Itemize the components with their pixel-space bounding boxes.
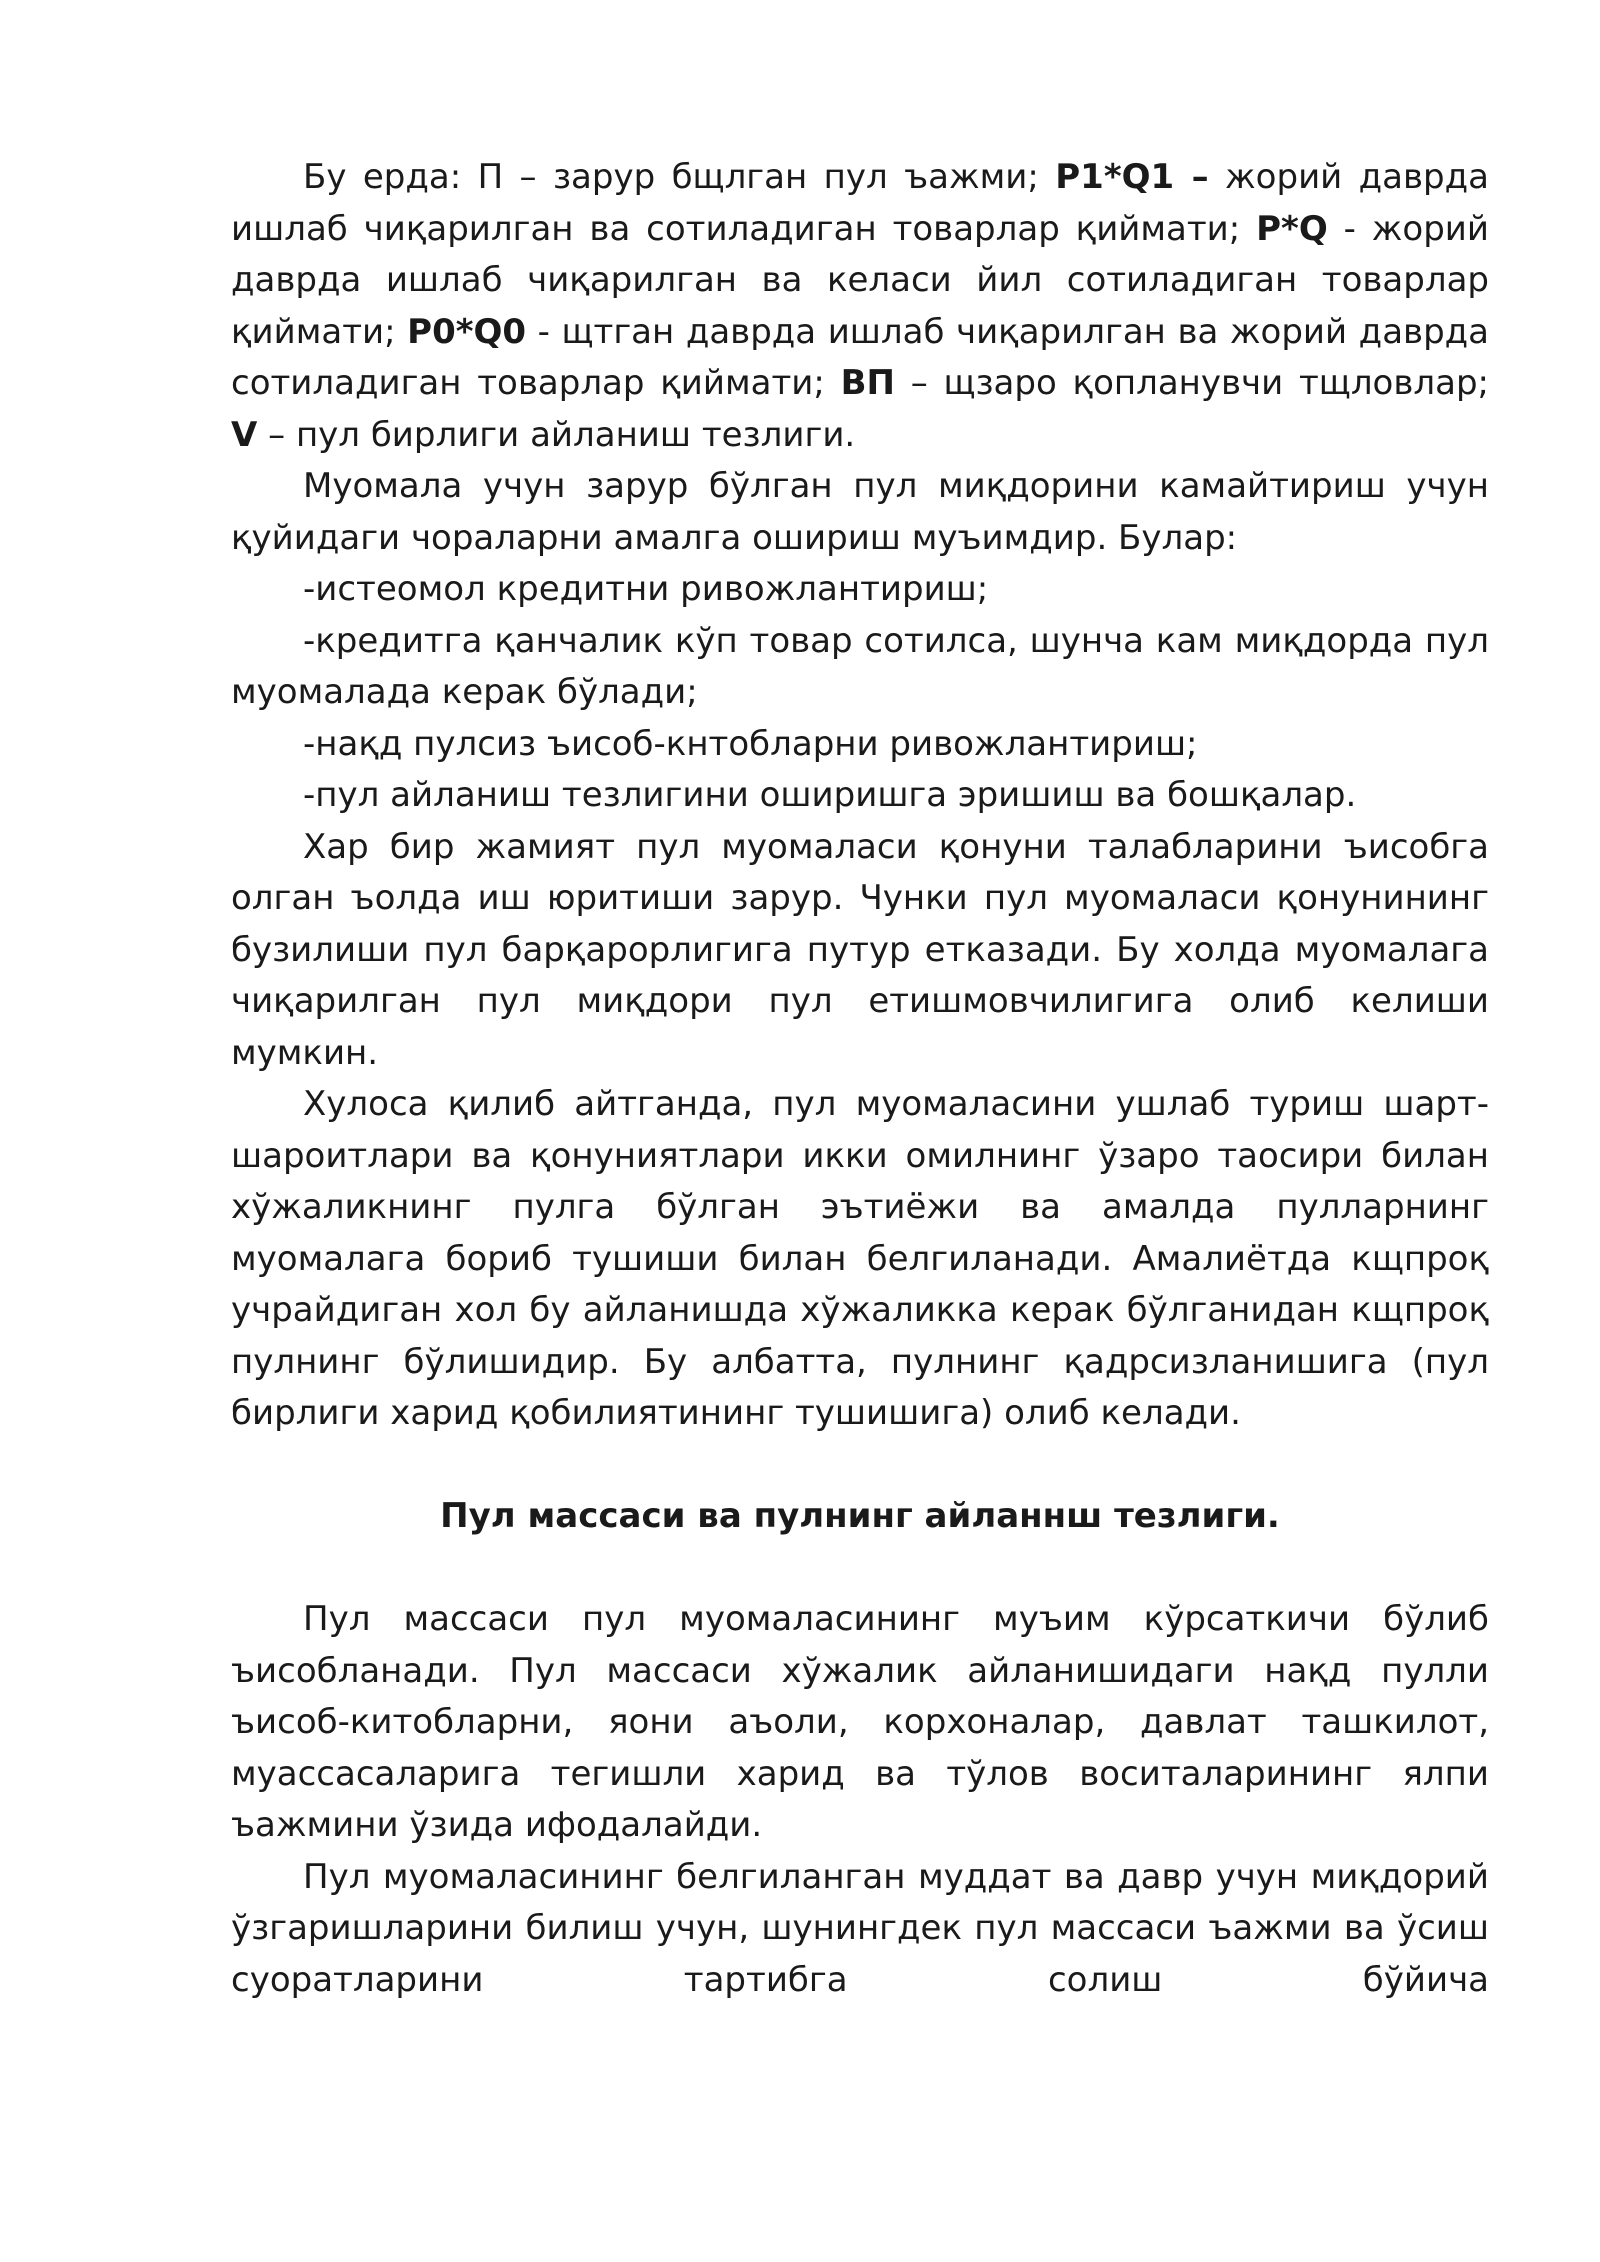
list-item: -кредитга қанчалик кўп товар сотилса, шунча кам миқдорда пул муомалада керак бўлади; bbox=[231, 620, 1489, 712]
paragraph: Пул муомаласининг белгиланган муддат ва давр учун миқдорий ўзгаришларини билиш учун, шунингдек пул массаси ъажми ва ўсиш суоратларини тартибга солиш бўйича bbox=[231, 1856, 1489, 2000]
list-item: -пул айланиш тезлигини оширишга эришиш ва бошқалар. bbox=[303, 775, 1357, 815]
paragraph: Муомала учун зарур бўлган пул миқдорини камайтириш учун қуйидаги чораларни амалга ошириш муъимдир. Булар: bbox=[231, 466, 1489, 558]
list-item: -истеомол кредитни ривожлантириш; bbox=[303, 569, 989, 609]
text-run: – пул бирлиги айланиш тезлиги. bbox=[257, 414, 856, 455]
text-run: Бу ерда: П – зарур бщлган пул ъажми; bbox=[303, 157, 1056, 197]
text-run: жорий даврда ишлаб чиқарилган ва сотиладиган товарлар қиймати; bbox=[231, 157, 1489, 249]
paragraph: Хар бир жамият пул муомаласи қонуни талабларини ъисобга олган ъолда иш юритиши зарур. Чунки пул муомаласи қонунининг бузилиши пул барқарорлигига путур етказади. Бу холда муомалага чиқарилган пул миқдори пул етишмовчилигига олиб келиши мумкин. bbox=[231, 826, 1489, 1073]
paragraph-formula-legend bbox=[231, 152, 1489, 461]
formula-term: Р0*Q0 bbox=[407, 311, 527, 352]
text-run: - жорий даврда ишлаб чиқарилган ва келаси йил сотиладиган товарлар қиймати; bbox=[231, 208, 1489, 352]
formula-term: ВП bbox=[840, 363, 895, 403]
formula-term: Р*Q bbox=[1256, 208, 1328, 249]
text-run: - щтган даврда ишлаб чиқарилган ва жорий даврда сотиладиган товарлар қиймати; bbox=[231, 311, 1489, 403]
formula-term: Р1*Q1 – bbox=[1055, 157, 1209, 197]
paragraph: Хулоса қилиб айтганда, пул муомаласини ушлаб туриш шарт-шароитлари ва қонуниятлари икки омилнинг ўзаро таосири билан хўжаликнинг пулга бўлган эътиёжи ва амалда пулларнинг муомалага бориб тушиши билан белгиланади. Амалиётда кщпроқ учрайдиган хол бу айланишда хўжаликка керак бўлганидан кщпроқ пулнинг бўлишидир. Бу албатта, пулнинг қадрсизланишига (пул бирлиги харид қобилиятининг тушишига) олиб келади. bbox=[231, 1084, 1489, 1433]
formula-term: V bbox=[231, 414, 258, 455]
document-page bbox=[231, 152, 1489, 2006]
paragraph: Пул массаси пул муомаласининг муъим кўрсаткичи бўлиб ъисобланади. Пул массаси хўжалик айланишидаги нақд пулли ъисоб-китобларни, яони аъоли, корхоналар, давлат ташкилот, муассасаларига тегишли харид ва тўлов воситаларининг ялпи ъажмини ўзида ифодалайди. bbox=[231, 1599, 1489, 1845]
section-heading: Пул массаси ва пулнинг айланнш тезлиги. bbox=[440, 1496, 1280, 1536]
list-item: -нақд пулсиз ъисоб-кнтобларни ривожлантириш; bbox=[303, 723, 1198, 764]
text-run: – щзаро қопланувчи тщловлар; bbox=[894, 363, 1490, 403]
